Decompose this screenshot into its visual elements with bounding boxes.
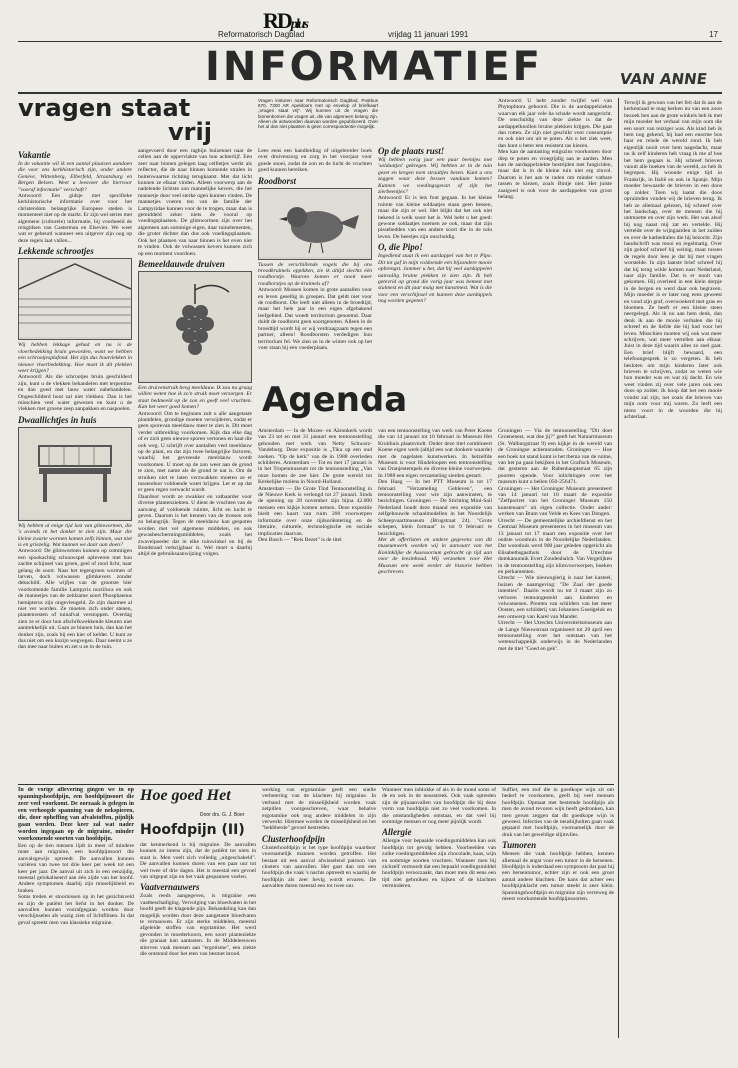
grapes-illustration: [138, 271, 252, 383]
masthead: [18, 8, 722, 40]
col2-top-text: aangevoerd door een raghijn buizennet naar de cellen aan de oppervlakte van hun achterlijf. Een zeer naar binnen gelegen laag cellletjes werkt als reflector, die de naar binnen komende stralen in buitenwaartse richting terugkaatst. Met dat licht kunnen ze elkaar vinden. Alleen voorwerp aan de nadelende lichtste zon mannelijke kevers, die het mannetje door veel sterke ogen kunnen vinden. De mannetjes voeren ten van de familie der Lampyridae kunnen voor de te trogen, maar dan is gemiddeld zeker niets de vooral op voedingsplaatsen. De glimwormen zijn over het algemeen aan sommige eigen, daar tuinelementen, die groter dichter dan dus ook voedingsplaatsen. Ook het plaatsen van naar binnen is het even niet te vinden. Ook de volwassen kevers kunnen zich op een moment voordoen.: [138, 148, 252, 257]
hoofdpijn-title: Hoofdpijn (II): [140, 822, 245, 838]
pipo-heading: O, die Pipo!: [378, 242, 423, 253]
anne-text: Terwijl ik gewoon van het feit dat ik aan de kerkenraad te mag kerken nu van een zoon bezoek ben aan de grote winkels heb ik met mijn moeder het verhaal van mijn oom die een soort van reiziger was. Als kind heb ik hem nog gekend, hij had een enorme bos haar en reisde de wereld rond. Ik heb eigenlijk nooit over hem nagedacht, maar nu ik zelf kinderen heb vraag ik me af hoe het hem gegaan is. Hij schreef brieven vanuit alle hoeken van de wereld, zo heb ik begrepen. Hij woonde enige tijd in Frankrijk, in Italië en ook in Spanje. Mijn moeder bewaarde de brieven in een doos op zolder. Toen wij laatst die doos opruimden vonden wij de brieven terug. Ik heb ze allemaal gelezen, hij schreef over het landschap, over de mensen die hij ontmoette en over zijn werk. Het was alsof hij nog naast mij zat en vertelde. Hij vertelde over de wijngaarden in het zuiden en over de kathedralen die hij bezocht. Zijn handschrift was mooi en regelmatig. Over zijn geloof schreef hij weinig, maar tussen de regels door lees je dat hij met vragen worstelde. In zijn laatste brief schreef hij dat hij terug wilde komen naar Nederland, naar zijn familie. Dat is er nooit van gekomen. Hij overleed in een klein dorpje in de bergen en werd daar ook begraven. Mijn moeder is er later nog eens geweest en vond zijn graf, overwoekerd met gras en bloemen. Ze heeft er een kleine steen neergelegd. Als ik nu aan hem denk, dan denk ik aan de mooie verhalen die hij schreef en de liefde die hij had voor het leven. Misschien moeten wij ook wat meer schrijven, wat meer vertellen aan elkaar. Juist in deze tijd waarin alles zo snel gaat. Een brief blijft bewaard, een telefoongesprek is zo vergeten. Ik heb besloten om mijn kinderen later ook brieven te schrijven, zodat ze weten wie hun moeder was en wat zij dacht. En wie weet vinden zij over vele jaren ook een doos op zolder. Ik hoop dat het een mooie vondst zal zijn, net zoals die brieven van mijn oom voor mij waren. Zo leeft een mens voort in de woorden die hij achterlaat.: [624, 100, 722, 420]
hoofdpijn-lead: In de vorige aflevering gingen we in op spanningshoofdpijn, een hoofdpijnsoort die zeer veel voorkomt. De oorzaak is gelegen in een verhoogde spanning van de nekspieren, die, door opheffing van afvalstoffen, pijnlijk gaan worden. Deze keer zal wat nader worden ingegaan op de migraine, minder voorkomende soorten van hoofdpijn.: [18, 787, 134, 842]
dwaal-answer: Antwoord: De glimwormen kunnen op sommigen een spookachtig schouwspel opleveren met hun zachte schijnsel van groen, geel of rood licht, naar gelang de soort. Naar het tegengroen wormen of larven, doch volwassen glimkevers zonder dekschild. Alle wijfjes van de grootste hier voorkomende familie Lampyris noctiluca en ook de mannetjes van de zeldzame soort Phosphaenus hemipterus zijn ongevleugeld. Ze zijn daarmee al niet ver worden. Ze moeten zich onder stenen, plantenresten of tuinafval verstoppen. Overdag zien ze er door hun afschrikwekkende kleuren niet aantrekkelijk uit. Gaan ze binnen huis, dan kan het donker zijn, zoals bij een kier of kelder. U kunt ze dus niet om een kozijn wegvegen. Daar neemt u ze dan mee naar buiten en zet u ze in de tuin.: [18, 548, 132, 651]
hoofdpijn-column-4: Wanneer men inblokke of als in de mond soms of de en ook in de neusstreek. Ook vaak optreden zijn de pijnaanvallen van hoofdpijn die bij deze vorm van hoofdpijn niet zo veel voorkomen. In die omstandigheden ontstaat, en dat veel bij sommige mensen er nog meer pijnlijk wordt. Allergie Allergie voor bepaalde voedingsmiddelen kan ook hoofdpijn tot gevolg hebben. Voorbeelden van zulke voedingsmiddelen zijn chocolade, kaas, wijn en sommige soorten vruchten. Wanneer men bij zichzelf vermoedt dat een bepaald voedingsmiddel hoofdpijn veroorzaakt, dan moet men dit eens een tijd niet gebruiken en kijken of de klachten verminderen.: [382, 787, 496, 890]
agenda-column-1: Amsterdam — In de Mozes- en Aäronkerk wordt van 23 tot en met 31 januari een tentoonstelling gehouden met werk van Netty Schwarz-Vandeburg. Deze expositie is „Tika op een oud zoeken. "Op de kerk" van de in 1988 overleden schilderes. Amsterdam — Tot en met 17 januari is in het Tropenmuseum tot de tentoonstelling „Van onze bomen de zee hier. De grote wereld tot Kerkelijke molens in Noord-Holland. Amsterdam — De Grote Tind Tentoonstelling in de Nieuwe Kerk is verlengd tot 27 januari. Sinds de opening op 28 november zijn bijna 42.000 mensen een kijkje komen nemen. Deze expositie biedt een kaart van ruim 200 voorwerpen informatie over onze tijdsoriëntering en de literaire, culturele, technologische en sociale implicaties daarvan. Den Bosch — "Reis Bezet" is de titel: [258, 428, 372, 543]
page-number: 17: [709, 30, 718, 39]
druiven-caption: Een druivenstruik bevg meeldauw. Ik zou nu graag willen weten hoe ik zo'n struik moet verzorgen. Er staat bedmeeld op de zon en geeft veel vruchten. Kan het weer goed komen?: [138, 384, 252, 411]
col3-top-text: Lees eens een handleiding of uitgebreider boek over druivenzorg en zorg in het voorjaar voor goede snoei, zodat de zon en de lucht de vruchten goed kunnen bereiken.: [258, 148, 372, 174]
vaat-heading: Vaatvernauwers: [140, 882, 200, 893]
section-tag: VAN ANNE: [618, 70, 709, 88]
qa-column-3: [258, 148, 372, 370]
druiven-answer-2: Daardoor wordt ze zwakker en vatbaarder voor diverse plantenziekten. U dient de vruchten van de aanvang af voldoende ruimte, licht en lucht te geven. Daarom is het kennen van de trossen ook zo belangrijk. Tegen de meeldauw kan gespoten worden met vel algemene middelen, en ook gewasbeschermingsmiddelen, zoals het zwavelpoeder dat in elke tuinwinkel en bij de Bondsraad verkrijgbaar is. Wel moet u daarbij altijd de gebruiksaanwijzing volgen.: [138, 493, 252, 558]
vakantie-answer: Antwoord: Een gidsje met specifieke kerkhistorische informatie over voor het christendom belangrijke Europese steden is momenteel niet op de markt. Er zijn wel series met algemene (culturele) informatie, bij voorbeeld de reisgidsen van Casterman en Elsevier. We weet wat er gebeurd wanneer een uitgever zijn oog op deze regels laat vallen...: [18, 193, 132, 244]
plus-logo: plus: [290, 17, 307, 32]
cluster-heading: Clusterhoofdpijn: [262, 833, 326, 844]
paper-title: Reformatorisch Dagblad: [218, 30, 305, 39]
hoofdpijn-column-5: Suffiet, een stof die in goedkope wijn zit om bederf te voorkomen, geeft bij veel mensen hoofdpijn. Opmaat met bestemde hoofdpijn als men de avond tevoren wijn heeft gedronken, kan men gerust zeggen dat dit goedkope wijn is geweest. Infecties van de neusbijholten gaan vaak gepaard met hoofdpijn, voornamelijk door de druk van het geweldige slijmvlies. Tumoren Mensen die vaak hoofdpijn hebben, kennen allemaal de angst voor een tumor in de hersenen. Hoofdpijn is inderdaad een symptoom dat past bij een hersentumor, echter zijn er ook een groot aantal andere klachten. De kans dat achter een hoofdpijnklacht een tumor steekt is zeer klein. Spanningshoofdpijn en migraine zijn verreweg de meest voorkomende hoofdpijnsoorten.: [502, 787, 614, 903]
schrootjes-question: Wij hebben lekkage gehad en nu is de vloerbedekking bruin geworden, want we hebben een schrootjesplafond. Het zijn dus houtvlekken in nieuwe vloerbedekking. Hoe moet ik dit plekken weer krijgen?: [18, 342, 132, 374]
pipo-question: Ingediend staat ik een aardappel van het tv Pipo. Dit tot gaf in mijn voldoende een bijzondere mooie opbrengst. Jammer u het, dat hij veel aardappelen aanvullig bruine plekken te zien zijn. Ik heb getevrid op grond die vorig jaar was bemest met stalmest en dit jaar maig met kunstmest. Wat is die voor een verschijnsel en kunnen deze aardappels nog worden gegeten?: [378, 253, 492, 305]
agenda-column-3: Groningen — Via de tentoonstelling "Dit doet Groenenest, wat doe jij?" geeft het Natuurmuseum (St. Walburgstraat 9) een kijkje in de wereld van de Groningse actiemoraden. Groningen — Hoe een boek tot stand komt is het thema van de ruime, van het pa gaan bekijken in het Grafisch Museum, dat gesteren aan de Rabenhauptstraat 65 zijn poorten opende. Voor inlichtingen over het museum kunt u bellen 050-256471. Groningen — Het Groninger Museum presenteert van 14 januari tot 10 maart de expositie "Zelfportret van het Groninger Museum 150 kunstenaars" uit eigen collectie. Onder ander: werken van Bram van Velde en Kees van Dongen. Utrecht — De gemeentelijke archiefdienst en het Centraal Museum presenteren in het museum van 13 januari tot 17 maart een expositie over het oudste woonhuis in de Noordelijke Nederlanden. Dat woonhuis werd 900 jaar geleden opgericht als Elisabethsgasthuis door de Utrechtse domkanunnik Evert Zoudenbalch. Van Vergelijken in de tentoonstelling zijn klimvoorwerpen, boeken en perkamenten. Utrecht — Wie nieuwsgierig is naar het kasteel, huizen de naamgeving: "De Zaal der goede intenties". Daarin wordt nu tot 3 maart zijn zo verloren tentoongesteld aan kinderen en volwassenen. Prenten van schilders van het meer Oosten, een schilderij van Johannes Goedgeluk en een ontwerp van Karel van Mander. Utrecht — Het Utrechts Universiteitsmuseum aan de Lange Nieuwstraat organiseert tot 28 april een tentoonstelling over het ontstaan van het wetenschappelijk onderwijs in de Nederlanden met de titel "Goed en gek".: [498, 428, 612, 652]
qa-column-1: [18, 148, 132, 780]
qa-column-2: [138, 148, 252, 780]
pipo-answer-2: Men kan de aantasting enigszins voorkomen door diep te poten en vroegtijdig aan te aarden. Men kan de aardappelziekte bestrijden met fungiciden, maar dat is in de kleine tuin niet erg zinvol. Daarom is het aan te raden om minder vatbare rassen te kiezen, zoals Bintje niet. Het juiste zaaigoed is ook voor de aardappelen van groot belang.: [498, 149, 612, 201]
vakantie-heading: Vakantie: [18, 150, 51, 160]
bench-illustration: [18, 427, 132, 521]
hoofdpijn-author: Door drs. G. J. Boer: [200, 812, 245, 818]
schrootjes-heading: Lekkende schrootjes: [18, 246, 94, 257]
pipo-answer: Antwoord: U hebt zonder twijfel wel van Phytophtora gehoord. Die is de aardappelziekte waarvan elk jaar vele ha schade wordt aangericht. De onschuldig van deze ziekte is dat de aardappelknollen bruine plekken krijgen. Die gaat dan rotten. Ze zijn niet geschikt voor consumptie en ook niet om uit te poten. Als u het ziek weet, dan kunt u beter een resistent ras kiezen.: [498, 98, 612, 149]
hoofdpijn-column-2: dat kenmerkend is bij migraine. De aanvallen kunnen zo intens zijn, dat de patiënt tot niets in staat is. Men voelt zich volledig „uitgeschakeld". De aanvallen kunnen duren van een paar uur tot wel twee of drie dagen. Het is meestal een gevoel van uitgeput zijn en het vaak gespannen voelen. Vaatvernauwers Zoals reeds aangegeven, is migraine een vaatbeschadiging. Vervolging van bloedvaten in het hoofd geeft de klagende pijn. Behandeling kan dan mogelijk worden door deze aangetaste bloedvaten te vernauwen. Er zijn sterke middelen, meestal afgeleide stoffen van ergotamine. Het werd gevonden in moederkoorn, een soort planteziekte die granaat kan aantasten. In de Middeleeuwen stierven vaak mensen aan "ergotisme", een ziekte die ontstond door het eten van besmet brood.: [140, 842, 256, 958]
hoofdpijn-column-3: werking van ergotamine geeft een snelle verbetering van de klachten bij migraine. In verband met de misselijkheid worden vaak zetpillen voorgeschreven, waar behalve ergotamine ook nog andere middelen in zijn verwerkt. Hiermee worden de misselijkheid en het "bekbberde" gevoel bestreden. Clusterhoofdpijn Clusterhoofdpijn is het type hoofdpijn waardoor voornamelijk mannen worden getroffen. Het bestaat uit een aanval afwisselend patroon van clusters van aanvallen. Het gaat dan om een hoofdpijn die vaak 's nachts optreedt en waarbij de hoofdpijn als zeer hevig wordt ervaren. De aanvallen duren meestal een tot twee uur.: [262, 787, 376, 890]
qa-intro: Vragen insturen naar Reformatorisch Dagblad, Postbus 670, 7300 AR Apeldoorn met op envelop of briefkaart „Vragen staat vrij". Wij kunnen uit de vragen die binnenkomen die vragen uit, die van algemeen belang zijn. Alleen de antwoorden daarvan worden gepubliceerd. Over het al dan niet plaatsen is geen correspondentie mogelijk.: [258, 98, 378, 130]
roodborst-heading: Roodborst: [258, 175, 297, 186]
hoofdpijn-column-1: In de vorige aflevering gingen we in op spanningshoofdpijn, een hoofdpijnsoort die zeer veel voorkomt. De oorzaak is gelegen in een verhoogde spanning van de nekspieren, die, door opheffing van afvalstoffen, pijnlijk gaan worden. Deze keer zal wat nader worden ingegaan op de migraine, minder voorkomende soorten van hoofdpijn. Een op de tien mensen lijdt in meer of mindere mate aan migraine, een hoofdpijnsoort die aanvalsgewijs optreedt. De aanvallen kunnen variëren van twee tot drie keer per week tot een keer per jaar. De aanval uit zich in een eenzijdig, meestal gelokaliseerd aan één zijde van het hoofd. Andere symptomen daarbij zijn misselijkheid en braken. Soms treden er stoornissen op in het gezichtsveld en zijn de patiënt het liefst in het donker. De aanvallen kunnen voorafgegaan worden door verschijnselen als wazig zien of lichtflitsen. In dat geval spreekt men van klassieke migraine.: [18, 787, 134, 926]
roodborst-caption: Tussen de verschillende vogels die bij ons broodkruimels oppikken, zie ik altijd slechts één roodborstje. Waarom komen er nooit meer roodborstjes op de kruimels af?: [258, 261, 372, 287]
druiven-answer: Antwoord: Om te beginnen zult u alle aangetaste plantdelen, grondige moeten verwijderen, zodat er geen sporevan meeldauw meer te zien is. Dit moet verder uitbreiding voorkomen. Kijk dan elke dag of er zich geen nieuwe sporen vertonen en haal die ook weg. U schrijft over aantallen veel meeldauw op de plant, en dat zijn twee belangrijke factoren, waarbij het gevreesde meeldauw wordt voorkomen. U moet op de zon weer aan de grond te zien, met name als de grond te nat is. Om de struiken niet te laten verzwakken moeten ze er tussendoor voldoende water krijgen. Let er op dat er geen regen verwacht wordt.: [138, 410, 252, 494]
hoofdpijn-kicker: Hoe goed Het: [140, 787, 231, 804]
dwaal-heading: Dwaallichtjes in huis: [18, 414, 97, 425]
qa-column-5: [498, 98, 612, 370]
allergie-heading: Allergie: [382, 827, 412, 838]
rd-logo: RDplus: [263, 8, 307, 33]
tumoren-heading: Tumoren: [502, 840, 537, 851]
issue-date: vrijdag 11 januari 1991: [388, 30, 469, 39]
plaats-heading: Op de plaats rust!: [378, 146, 445, 156]
plaats-question: Wij hebben vorig jaar een paar beentjes met 'soldaatjes' gekregen. Wij hebben ze in de tuin gezet en kregen toen straaltjes bezen. Kunt u ons zeggen waar deze bessen vandaan komen? Kunnen we voedingsgevan of zijn het zierbeentjes?: [378, 157, 492, 196]
vakantie-question: In de vakantie wil ik een aantal plaatsen aandoen die voor ons kerkhistorisch zijn, onder andere Genève, Wittenberg, Elberfeld, Straatsburg en Bergen Belsen. Weet u leesvoer die hiervoor "vooraf informatie" verschaft?: [18, 161, 132, 193]
plaats-answer: Antwoord: Er is iets fout gegaan. In het kleine ruimte van kleine soldaatjes staan geen bessen, maar die zijn er wel. Het blijkt dat het ook niet bekend is welk soort het is. Wel hebt u het goed: gewone soldaatjes noemen ze ook, maar dat zijn pissebedden van een andere soort die in de tuin leven. De beestjes zijn onschuldig.: [378, 195, 492, 240]
anne-column: [624, 100, 722, 1036]
anne-divider: [618, 98, 619, 1038]
masthead-rule: [18, 41, 722, 42]
agenda-column-2: van een tentoonstelling van werk van Peter Koene die van 14 januari tot 10 februari in Museum Het Kruithuis plaatsvindt. Onder deze titel combineert Koene eigen werk (altijd een wat donkere waarde) met de nagelaten kunstwerken. In hetzelfde Museum is voor Hindeloopen een tentoonstelling van Oranjestempels en diverse kleine voorwerpen. In 1988 een eigen verzameling sierden gestart. Den Haag — In het PTT Museum is tot 17 februari "Verzameling Gebleven", een tentoonstelling voor wie zijn aanwinsten, te bezichtigen. Groningen — De Stichting Mini-Sail Nederland houdt deze maand een expositie van zelfgebouwde schaalmodellen in het Noordelijk Scheepvaartmuseum (Brugstraat 24). "Grote schepen, klein formaat" is tot 9 februari te bezichtigen. Met de offerlisten en andere gegevens van dit museumwerk worden wij in aanvaart van het Koninklijke de Assessorium gebracht op tijd aan voor de leesinhoud. Wij verzoeken voor Het Museum een week eerder de historie hebben geschreven.: [378, 428, 492, 575]
qa-column-4: [378, 98, 492, 370]
hoofdpijn-rule: [18, 784, 614, 785]
schrootjes-answer: Antwoord: Als die schrootjes bruin geschilderd zijn, kunt u de vlekken behandelen met terpentine en dan goed met lauw water nabehandelen. Ongeschilderd hout zal niet vlekken. Dan is het misschien veel water gewezen en kunt u de vlekken met groene zeep aanpakken en naspoelen.: [18, 374, 132, 413]
qa-title: vragen staat vrij: [18, 94, 212, 146]
section-title: INFORMATIEF: [205, 44, 543, 90]
dwaal-caption: Wij hebben al enige tijd last van glimwormen, die 's avonds in het donker te zien zijn. Maar die kleine zwarte wormen komen zelfs binnen, wat niet is en griezelig. Wat kunnen we daar aan doen?: [18, 522, 132, 548]
robin-illustration: [258, 188, 372, 260]
druiven-heading: Bemeeldauwde druiven: [138, 258, 225, 269]
roodborst-answer: Antwoord: Mussen komen in grote aantallen voor en leven gesellig in groepen. Dat geldt niet voor de roodborst. Die leeft niet alleen in de broedtijd, maar het hele jaar in een eigen afgebakend leefgebied. Dat woedt territorium genoemd. Daar duldt de roodborst geen soortgenoten. Alleen in de broedtijd wordt hij er wij verdraagzaam tegen een partner, alleen! Roodborsten verdedigen hun territorium fel. We zien ze in de winter ook op het voer staan bij een voederplaats.: [258, 287, 372, 351]
roof-illustration: [18, 258, 132, 340]
agenda-title: Agenda: [262, 380, 408, 420]
